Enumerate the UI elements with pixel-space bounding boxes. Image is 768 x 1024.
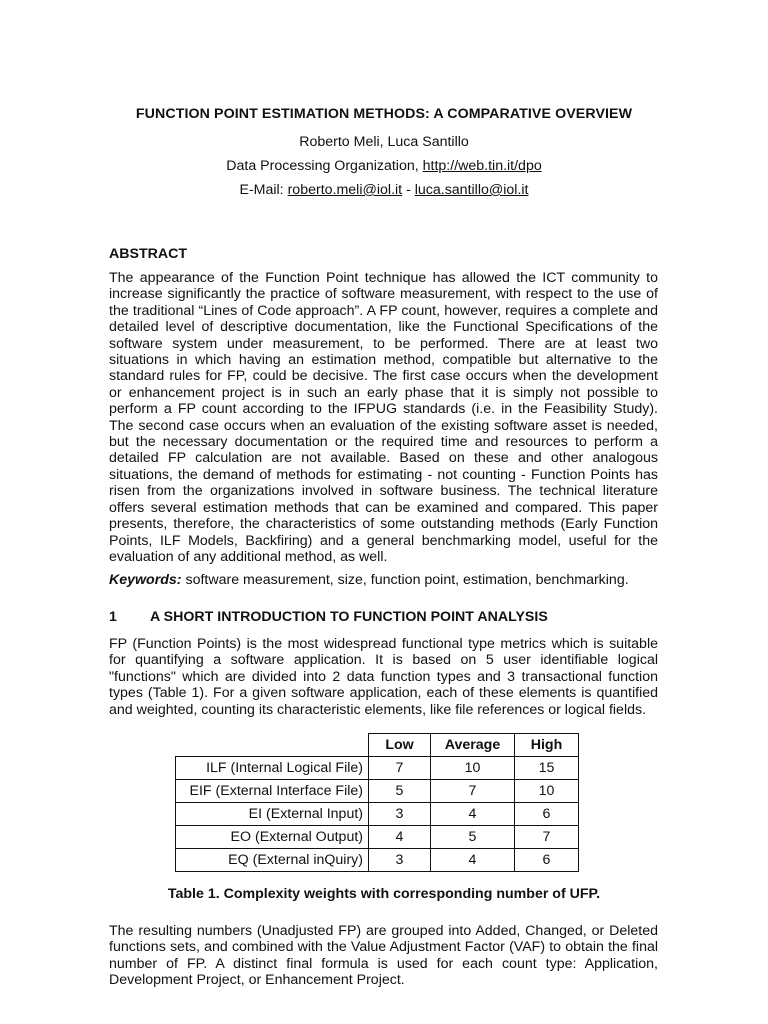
table-header-row <box>176 734 579 757</box>
cell-average: 7 <box>431 780 515 803</box>
authors: Roberto Meli, Luca Santillo <box>299 134 469 150</box>
row-label: ILF (Internal Logical File) <box>176 757 369 780</box>
column-header-average: Average <box>431 734 515 757</box>
keywords-label: Keywords: <box>109 572 182 588</box>
table-row <box>176 757 579 780</box>
cell-high: 10 <box>515 780 579 803</box>
table-row <box>176 780 579 803</box>
row-label: EIF (External Interface File) <box>176 780 369 803</box>
paper-title: FUNCTION POINT ESTIMATION METHODS: A COMPARATIVE OVERVIEW <box>135 106 633 122</box>
table-caption: Table 1. Complexity weights with corresponding number of UFP. <box>167 886 601 902</box>
cell-high: 15 <box>515 757 579 780</box>
table-row <box>176 849 579 872</box>
table-row <box>176 803 579 826</box>
section-paragraph-1: FP (Function Points) is the most widespread functional type metrics which is suitable for quantifying a software application. It is based on 5 user identifiable logical "functions" which are divided into 2 data function types and 3 transactional function types (Table 1). For a given software application, each of these elements is quantified and weighted, counting its characteristic elements, like file references or logical fields. <box>109 636 658 718</box>
organization-name: Data Processing Organization, <box>226 158 423 174</box>
section-title: A SHORT INTRODUCTION TO FUNCTION POINT ANALYSIS <box>150 609 548 625</box>
column-header-low: Low <box>369 734 431 757</box>
section-paragraph-2: The resulting numbers (Unadjusted FP) are grouped into Added, Changed, or Deleted functions sets, and combined with the Value Adjustment Factor (VAF) to obtain the final number of FP. A distinct final formula is used for each count type: Application, Development Project, or Enhancement Project. <box>109 923 658 989</box>
keywords-text: software measurement, size, function point, estimation, benchmarking. <box>181 572 629 588</box>
email-separator: - <box>402 182 415 198</box>
email-line <box>0 182 768 198</box>
email-link-santillo[interactable]: luca.santillo@iol.it <box>414 182 529 198</box>
cell-average: 4 <box>431 803 515 826</box>
column-header-high: High <box>515 734 579 757</box>
cell-low: 3 <box>369 849 431 872</box>
cell-high: 7 <box>515 826 579 849</box>
section-heading <box>109 609 548 625</box>
abstract-heading: ABSTRACT <box>109 246 188 262</box>
cell-low: 5 <box>369 780 431 803</box>
table-corner-cell <box>176 734 369 757</box>
cell-average: 10 <box>431 757 515 780</box>
cell-high: 6 <box>515 849 579 872</box>
cell-low: 3 <box>369 803 431 826</box>
complexity-weights-table <box>175 733 579 872</box>
section-number: 1 <box>109 609 117 625</box>
row-label: EO (External Output) <box>176 826 369 849</box>
email-label: E-Mail: <box>239 182 288 198</box>
cell-high: 6 <box>515 803 579 826</box>
affiliation <box>0 158 768 174</box>
cell-average: 5 <box>431 826 515 849</box>
cell-low: 7 <box>369 757 431 780</box>
email-link-meli[interactable]: roberto.meli@iol.it <box>287 182 403 198</box>
keywords-line <box>109 572 658 588</box>
abstract-body: The appearance of the Function Point technique has allowed the ICT community to increase significantly the practice of software measurement, with respect to the use of the traditional “Lines of Code approach”. A FP count, however, requires a complete and detailed level of descriptive documentation, like the Functional Specifications of the software system under measurement, to be performed. There are at least two situations in which having an estimation method, compatible but alternative to the standard rules for FP, could be decisive. The first case occurs when the development or enhancement project is in such an early phase that it is simply not possible to perform a FP count according to the IFPUG standards (i.e. in the Feasibility Study). The second case occurs when an evaluation of the existing software asset is needed, but the necessary documentation or the required time and resources to perform a detailed FP calculation are not available. Based on these and other analogous situations, the demand of methods for estimating - not counting - Function Points has risen from the organizations involved in software business. The technical literature offers several estimation methods that can be examined and compared. This paper presents, therefore, the characteristics of some outstanding methods (Early Function Points, ILF Models, Backfiring) and a general benchmarking model, useful for the evaluation of any additional method, as well. <box>109 270 658 565</box>
row-label: EQ (External inQuiry) <box>176 849 369 872</box>
row-label: EI (External Input) <box>176 803 369 826</box>
table-row <box>176 826 579 849</box>
cell-low: 4 <box>369 826 431 849</box>
organization-link[interactable]: http://web.tin.it/dpo <box>422 158 542 174</box>
cell-average: 4 <box>431 849 515 872</box>
